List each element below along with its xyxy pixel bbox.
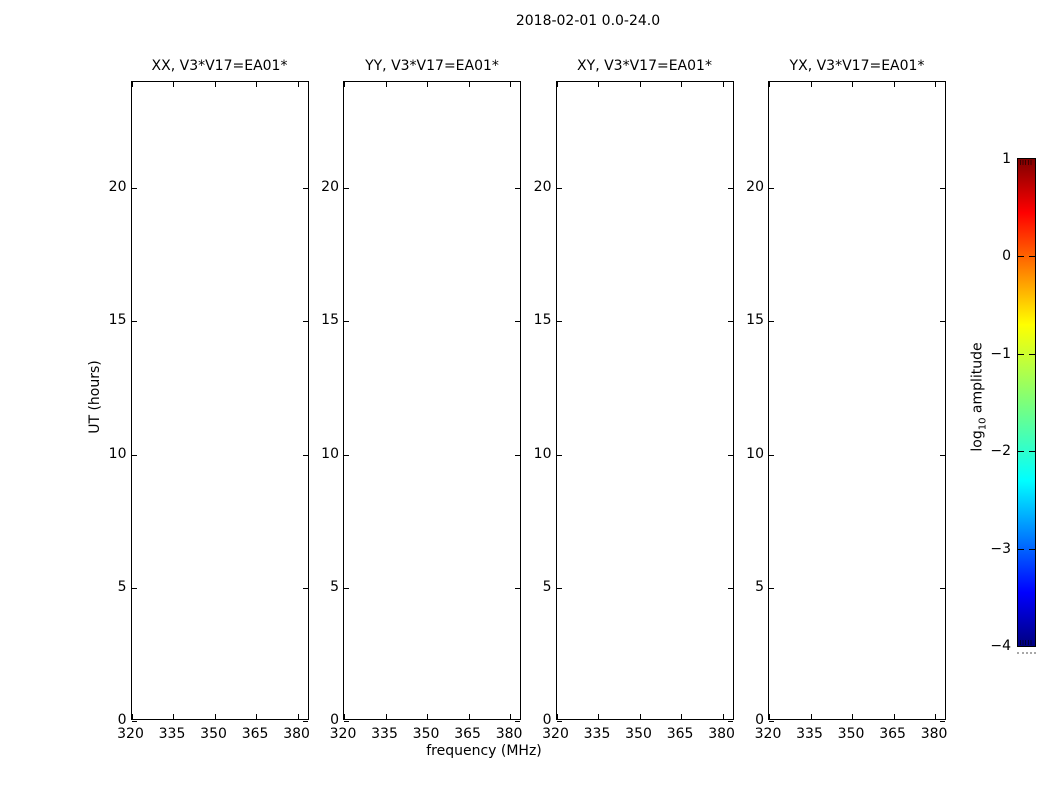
y-tick-mark-right <box>515 321 520 322</box>
x-tick-mark-bottom <box>557 714 558 719</box>
x-tick-label: 335 <box>583 726 611 742</box>
y-tick-label: 15 <box>746 312 764 329</box>
colorbar-tick-label: 0 <box>1002 248 1011 264</box>
x-tick-mark-bottom <box>811 714 812 719</box>
x-tick-mark-bottom <box>894 714 895 719</box>
y-tick-mark-right <box>940 721 945 722</box>
x-tick-mark-top <box>852 82 853 87</box>
y-axis-label: UT (hours) <box>87 360 103 434</box>
y-tick-mark-left <box>557 455 562 456</box>
colorbar-tick-mark-right <box>1029 256 1035 257</box>
y-tick-label: 0 <box>330 712 339 728</box>
x-tick-mark-bottom <box>344 714 345 719</box>
x-axis-label: frequency (MHz) <box>426 743 542 759</box>
x-tick-mark-top <box>598 82 599 87</box>
colorbar-baseline-dots <box>1017 652 1036 654</box>
y-tick-mark-left <box>557 588 562 589</box>
y-tick-mark-left <box>132 455 137 456</box>
y-tick-label: 10 <box>108 445 127 462</box>
x-tick-mark-bottom <box>386 714 387 719</box>
x-tick-mark-top <box>894 82 895 87</box>
x-tick-mark-top <box>723 82 724 87</box>
y-tick-mark-left <box>344 588 349 589</box>
y-tick-label: 10 <box>746 445 764 462</box>
x-tick-mark-top <box>173 82 174 87</box>
x-tick-label: 380 <box>495 726 523 742</box>
x-tick-label: 365 <box>879 726 906 742</box>
y-tick-mark-right <box>303 455 308 456</box>
y-tick-mark-left <box>557 321 562 322</box>
colorbar-top-tick-comb <box>1020 160 1033 165</box>
x-tick-mark-bottom <box>215 714 216 719</box>
x-tick-mark-bottom <box>173 714 174 719</box>
colorbar-tick-mark-left <box>1018 451 1024 452</box>
x-tick-label: 350 <box>200 726 227 742</box>
x-tick-label: 365 <box>241 726 269 742</box>
y-tick-mark-right <box>728 455 733 456</box>
y-tick-mark-left <box>132 721 137 722</box>
y-tick-mark-left <box>557 188 562 189</box>
subplot-xx-plot-area <box>131 81 309 721</box>
x-tick-label: 320 <box>754 726 782 742</box>
x-tick-mark-top <box>256 82 257 87</box>
y-tick-mark-right <box>303 321 308 322</box>
x-tick-mark-bottom <box>681 714 682 719</box>
subplot-yy <box>321 57 523 742</box>
y-tick-mark-right <box>728 721 733 722</box>
colorbar-label-sub: 10 <box>977 417 989 431</box>
x-tick-label: 380 <box>708 726 735 742</box>
x-tick-label: 350 <box>412 726 440 742</box>
subplot-xx <box>108 57 310 742</box>
colorbar <box>990 150 1036 654</box>
y-tick-mark-right <box>728 588 733 589</box>
subplot-xy-plot-area <box>556 81 734 721</box>
y-tick-mark-left <box>344 455 349 456</box>
x-tick-label: 380 <box>920 726 948 742</box>
x-tick-label: 380 <box>283 726 310 742</box>
y-tick-mark-left <box>132 188 137 189</box>
x-tick-mark-top <box>298 82 299 87</box>
x-tick-label: 335 <box>796 726 823 742</box>
colorbar-label-post: amplitude <box>969 342 986 418</box>
colorbar-bottom-tick-comb <box>1020 640 1033 645</box>
x-tick-label: 350 <box>837 726 865 742</box>
x-tick-label: 365 <box>454 726 481 742</box>
subplot-xy-title: XY, V3*V17=EA01* <box>577 57 712 74</box>
x-tick-mark-bottom <box>935 714 936 719</box>
subplot-xy <box>533 57 735 742</box>
y-tick-label: 15 <box>321 312 339 329</box>
y-tick-mark-right <box>940 455 945 456</box>
y-tick-mark-left <box>344 188 349 189</box>
y-tick-mark-right <box>515 188 520 189</box>
x-tick-mark-top <box>427 82 428 87</box>
colorbar-label-pre: log <box>969 430 986 452</box>
colorbar-tick-mark-left <box>1018 354 1024 355</box>
colorbar-tick-mark-right <box>1029 451 1035 452</box>
x-tick-mark-bottom <box>852 714 853 719</box>
y-tick-mark-right <box>728 188 733 189</box>
x-tick-mark-bottom <box>640 714 641 719</box>
x-tick-mark-top <box>469 82 470 87</box>
colorbar-tick-label: −3 <box>990 540 1011 557</box>
subplot-yx-plot-area <box>768 81 946 721</box>
y-tick-mark-right <box>940 188 945 189</box>
x-tick-mark-bottom <box>256 714 257 719</box>
colorbar-label <box>970 342 989 451</box>
y-tick-mark-left <box>557 721 562 722</box>
y-tick-mark-right <box>940 588 945 589</box>
y-tick-mark-left <box>769 721 774 722</box>
x-tick-mark-top <box>640 82 641 87</box>
x-tick-mark-top <box>132 82 133 87</box>
x-tick-mark-top <box>510 82 511 87</box>
y-tick-label: 20 <box>533 179 552 196</box>
y-tick-mark-right <box>303 721 308 722</box>
colorbar-tick-mark-left <box>1018 549 1024 550</box>
x-tick-mark-top <box>215 82 216 87</box>
y-tick-mark-left <box>769 588 774 589</box>
x-tick-mark-bottom <box>769 714 770 719</box>
x-tick-mark-top <box>935 82 936 87</box>
y-tick-label: 5 <box>542 578 552 595</box>
x-tick-mark-bottom <box>598 714 599 719</box>
y-tick-label: 10 <box>533 445 552 462</box>
y-tick-label: 0 <box>117 712 127 728</box>
y-tick-mark-right <box>940 321 945 322</box>
subplot-xx-title: XX, V3*V17=EA01* <box>151 57 288 74</box>
x-tick-mark-top <box>557 82 558 87</box>
y-tick-label: 0 <box>755 712 764 728</box>
y-tick-mark-right <box>303 188 308 189</box>
colorbar-tick-label: 1 <box>1002 150 1011 167</box>
y-tick-label: 15 <box>108 312 127 329</box>
subplot-yy-title: YY, V3*V17=EA01* <box>365 57 499 74</box>
colorbar-tick-label: −4 <box>990 638 1011 654</box>
x-tick-label: 320 <box>542 726 569 742</box>
y-tick-mark-left <box>132 321 137 322</box>
x-tick-mark-top <box>344 82 345 87</box>
y-tick-mark-left <box>769 321 774 322</box>
y-tick-mark-left <box>769 188 774 189</box>
x-tick-label: 320 <box>329 726 357 742</box>
x-tick-mark-bottom <box>132 714 133 719</box>
figure-title: 2018-02-01 0.0-24.0 <box>515 13 661 29</box>
x-tick-mark-bottom <box>723 714 724 719</box>
x-tick-mark-top <box>769 82 770 87</box>
y-tick-mark-left <box>132 588 137 589</box>
y-tick-mark-left <box>344 321 349 322</box>
y-tick-label: 10 <box>321 445 339 462</box>
y-tick-label: 5 <box>755 578 764 595</box>
y-tick-mark-right <box>515 588 520 589</box>
colorbar-tick-label: −2 <box>990 443 1011 459</box>
y-tick-label: 0 <box>542 712 552 728</box>
x-tick-mark-bottom <box>298 714 299 719</box>
y-tick-mark-left <box>769 455 774 456</box>
x-tick-label: 365 <box>666 726 694 742</box>
x-tick-label: 335 <box>158 726 186 742</box>
y-tick-mark-right <box>515 721 520 722</box>
y-tick-label: 20 <box>321 179 339 196</box>
colorbar-tick-label: −1 <box>990 345 1011 362</box>
y-tick-label: 5 <box>117 578 127 595</box>
x-tick-label: 335 <box>371 726 398 742</box>
x-tick-mark-bottom <box>427 714 428 719</box>
y-tick-mark-right <box>515 455 520 456</box>
y-tick-label: 5 <box>330 578 339 595</box>
subplot-yy-plot-area <box>343 81 521 721</box>
y-tick-label: 20 <box>746 179 764 196</box>
colorbar-tick-mark-left <box>1018 256 1024 257</box>
colorbar-tick-mark-right <box>1029 549 1035 550</box>
x-tick-mark-bottom <box>510 714 511 719</box>
subplot-yx <box>746 57 948 742</box>
y-tick-mark-left <box>344 721 349 722</box>
y-tick-label: 15 <box>533 312 552 329</box>
x-tick-label: 320 <box>117 726 144 742</box>
x-tick-mark-top <box>811 82 812 87</box>
x-tick-label: 350 <box>625 726 652 742</box>
y-tick-label: 20 <box>108 179 127 196</box>
y-tick-mark-right <box>303 588 308 589</box>
subplot-yx-title: YX, V3*V17=EA01* <box>789 57 925 74</box>
x-tick-mark-bottom <box>469 714 470 719</box>
x-tick-mark-top <box>386 82 387 87</box>
colorbar-tick-mark-right <box>1029 354 1035 355</box>
x-tick-mark-top <box>681 82 682 87</box>
y-tick-mark-right <box>728 321 733 322</box>
